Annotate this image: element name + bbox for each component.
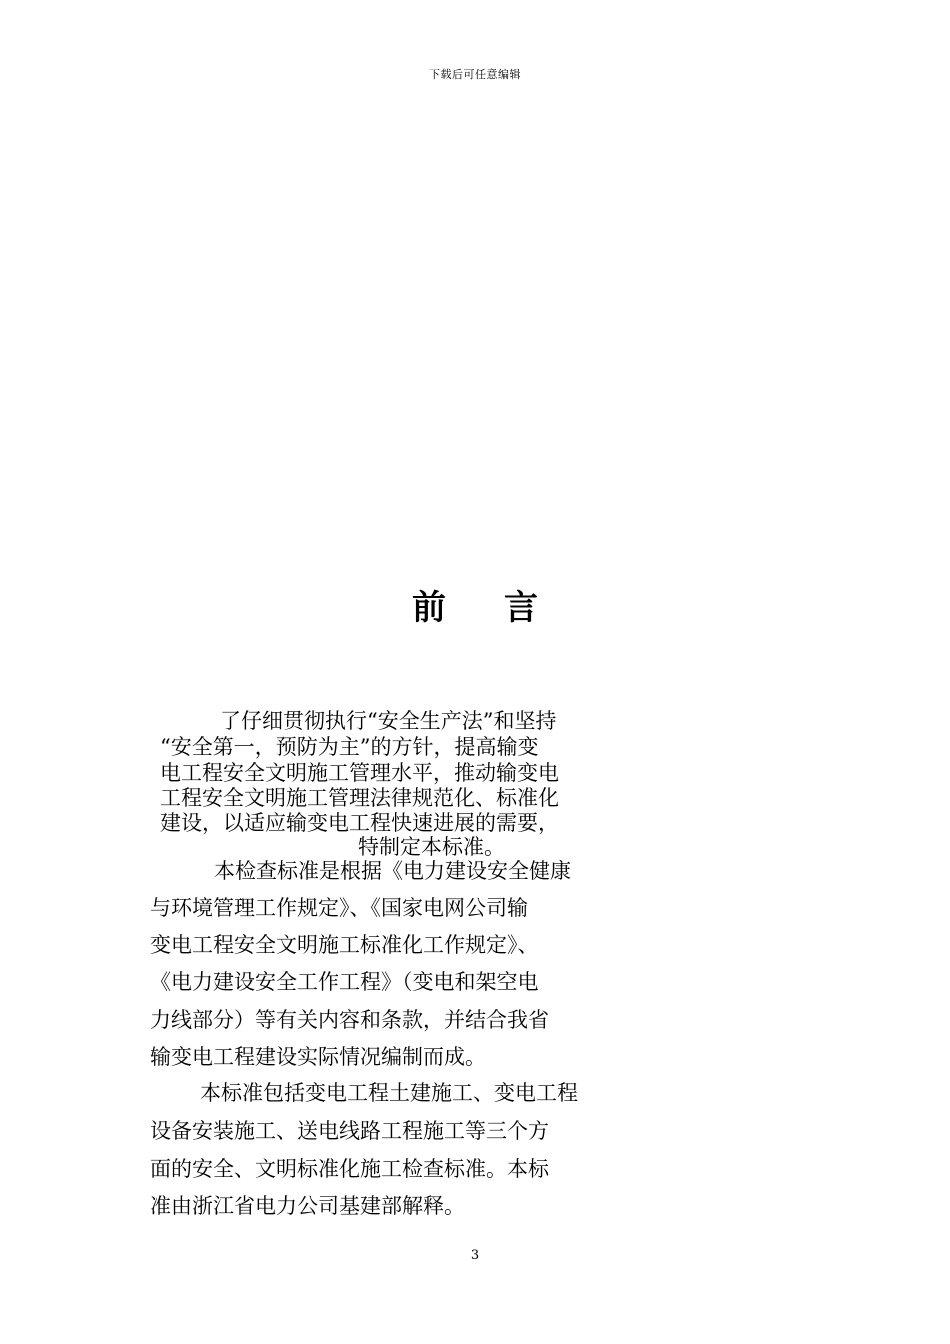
paragraph-2-line-3: 变电工程安全文明施工标准化工作规定》、 xyxy=(150,933,539,957)
page-header: 下载后可任意编辑 xyxy=(429,68,521,81)
paragraph-2-line-5: 力线部分）等有关内容和条款，并结合我省 xyxy=(150,1008,549,1032)
paragraph-2-line-6: 输变电工程建设实际情况编制而成。 xyxy=(150,1045,486,1069)
page-number: 3 xyxy=(470,1248,480,1263)
paragraph-1-line-6: 特制定本标准。 xyxy=(358,835,505,859)
paragraph-3-line-1: 本标准包括变电工程土建施工、变电工程 xyxy=(200,1081,578,1105)
paragraph-2-line-1: 本检查标准是根据《电力建设安全健康 xyxy=(214,859,571,883)
page-title: 前言 xyxy=(412,588,596,628)
paragraph-3-line-2: 设备安装施工、送电线路工程施工等三个方 xyxy=(150,1119,549,1143)
paragraph-1-line-3: 电工程安全文明施工管理水平，推动输变电 xyxy=(160,761,559,785)
paragraph-1-line-1: 了仔细贯彻执行“安全生产法”和坚持 xyxy=(220,709,557,733)
paragraph-2-line-2: 与环境管理工作规定》、《国家电网公司输 xyxy=(150,896,528,920)
paragraph-3-line-3: 面的安全、文明标准化施工检查标准。本标 xyxy=(150,1157,549,1181)
paragraph-1-line-5: 建设，以适应输变电工程快速进展的需要， xyxy=(160,811,559,835)
paragraph-1-line-2: “安全第一，预防为主”的方针，提高输变 xyxy=(160,735,539,759)
paragraph-2-line-4: 《电力建设安全工作工程》（变电和架空电 xyxy=(150,970,539,994)
paragraph-3-line-4: 准由浙江省电力公司基建部解释。 xyxy=(150,1194,465,1218)
paragraph-1-line-4: 工程安全文明施工管理法律规范化、标准化 xyxy=(160,786,559,810)
